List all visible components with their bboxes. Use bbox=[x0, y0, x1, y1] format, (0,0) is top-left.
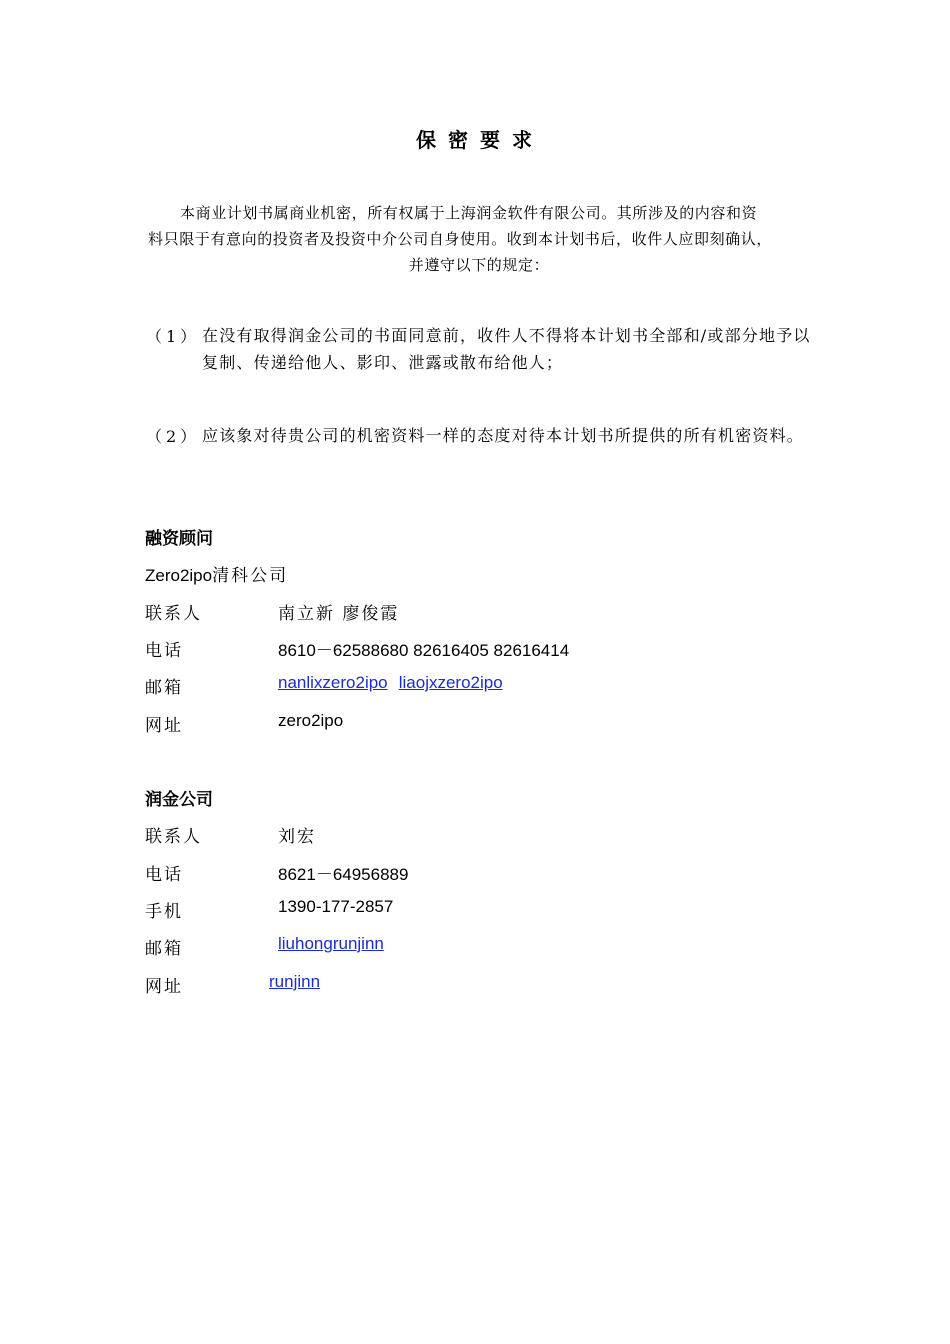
runjin-web-label: 网址 bbox=[145, 977, 183, 997]
intro-line-2: 料只限于有意向的投资者及投资中介公司自身使用。收到本计划书后，收件人应即刻确认， bbox=[148, 230, 773, 248]
advisor-email-link-1[interactable]: nanlixzero2ipo bbox=[278, 673, 388, 692]
runjin-heading: 润金公司 bbox=[145, 790, 213, 810]
advisor-web-label: 网址 bbox=[145, 716, 183, 736]
advisor-phone-value: 8610－62588680 82616405 82616414 bbox=[278, 641, 570, 660]
runjin-web-link[interactable]: runjinn bbox=[269, 972, 321, 991]
runjin-mobile-value: 1390-177-2857 bbox=[278, 897, 394, 916]
runjin-phone-label: 电话 bbox=[145, 865, 183, 885]
runjin-mobile-label: 手机 bbox=[145, 902, 183, 922]
intro-line-3: 并遵守以下的规定： bbox=[408, 256, 550, 274]
advisor-email-link-2[interactable]: liaojxzero2ipo bbox=[398, 673, 503, 692]
advisor-email-label: 邮箱 bbox=[145, 678, 183, 698]
advisor-web-value: zero2ipo bbox=[278, 711, 344, 730]
advisor-company-en: Zero2ipo bbox=[145, 566, 213, 585]
advisor-email-links bbox=[278, 673, 503, 693]
runjin-phone-value: 8621－64956889 bbox=[278, 865, 409, 884]
clause-1-text: 在没有取得润金公司的书面同意前，收件人不得将本计划书全部和/或部分地予以复制、传递给他人、影印、泄露或散布给他人； bbox=[202, 326, 811, 372]
runjin-contact-label: 联系人 bbox=[145, 827, 202, 847]
clause-1-number: （1） bbox=[146, 327, 201, 346]
runjin-email-label: 邮箱 bbox=[145, 939, 183, 959]
intro-paragraph bbox=[148, 200, 810, 278]
advisor-contact-value: 南立新 廖俊霞 bbox=[278, 604, 400, 624]
advisor-contact-label: 联系人 bbox=[145, 604, 202, 624]
advisor-company-cn: 清科公司 bbox=[212, 566, 289, 586]
page-title: 保密要求 bbox=[416, 128, 544, 152]
advisor-company bbox=[145, 561, 288, 586]
intro-line-1: 本商业计划书属商业机密，所有权属于上海润金软件有限公司。其所涉及的内容和资 bbox=[180, 204, 758, 222]
advisor-phone-label: 电话 bbox=[145, 641, 183, 661]
clause-2-number: （2） bbox=[146, 427, 201, 446]
runjin-contact-value: 刘宏 bbox=[278, 827, 316, 847]
advisor-heading: 融资顾问 bbox=[145, 529, 213, 549]
clause-2-text: 应该象对待贵公司的机密资料一样的态度对待本计划书所提供的所有机密资料。 bbox=[202, 426, 805, 445]
runjin-email-link[interactable]: liuhongrunjinn bbox=[278, 934, 384, 953]
